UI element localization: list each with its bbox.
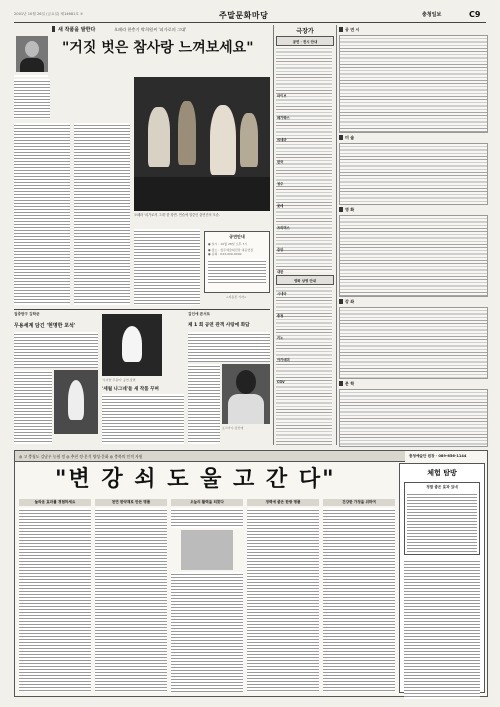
guide-tab-1: 공연 · 전시 안내 bbox=[276, 36, 334, 46]
listing-section-1: 공 연 시 bbox=[345, 27, 360, 32]
guide-labels: 라이브 메가박스 씨네마 한국 청주 롯데 프리머스 중앙 대한 시네마 충청 키노 아카데미 CGV bbox=[277, 94, 290, 384]
listing-table-4 bbox=[339, 307, 488, 379]
info-box-title: 공연안내 bbox=[229, 234, 245, 239]
listing-table-2 bbox=[339, 143, 488, 205]
square-icon bbox=[339, 135, 343, 140]
singer-photo bbox=[222, 364, 270, 424]
listing-section-3: 영 화 bbox=[345, 207, 355, 212]
ad-badge: 체험 탐방 bbox=[427, 469, 457, 477]
mid-story-1 bbox=[14, 312, 98, 444]
lead-body-column-3 bbox=[134, 229, 200, 305]
ad-columns bbox=[19, 499, 395, 691]
listing-table-3 bbox=[339, 215, 488, 297]
kicker-subtext: 오페라 한충기 박희원씨 '피가로의 그대' bbox=[114, 26, 187, 32]
performance-info-box bbox=[204, 231, 270, 293]
ad-column-2-title: 천연 한약재로 만든 명품 bbox=[95, 499, 167, 506]
listing-section-5: 문 학 bbox=[345, 381, 355, 386]
masthead-rule bbox=[14, 22, 486, 23]
author-portrait bbox=[16, 36, 48, 72]
square-icon bbox=[339, 299, 343, 304]
square-icon bbox=[339, 207, 343, 212]
photo-caption: 오페라 '피가로의 그대' 한 장면. 연습에 열중인 출연진의 모습. bbox=[134, 213, 220, 217]
ad-column-1-title: 놀라운 효과를 경험하세요 bbox=[19, 499, 91, 506]
guide-title: 극장가 bbox=[296, 28, 314, 35]
singer-caption: 포크가수 김인애 bbox=[222, 426, 244, 430]
lead-article bbox=[14, 25, 270, 305]
mid-story-1-title: 무용세계 담긴 '현명한 포석' bbox=[14, 323, 76, 329]
kicker-mark-icon bbox=[52, 26, 55, 32]
ad-side-panel bbox=[399, 463, 485, 693]
lead-kicker bbox=[14, 25, 270, 34]
ballet-photo bbox=[102, 314, 162, 376]
listing-section-2: 미 술 bbox=[345, 135, 355, 140]
opera-photo bbox=[134, 77, 270, 211]
kicker-text: 새 작품을 발한다 bbox=[58, 27, 96, 33]
info-line-3: ● 문의 : 043-000-0000 bbox=[208, 252, 242, 256]
ad-column-3-title: 오늘의 활력을 되찾다 bbox=[171, 499, 243, 506]
section-title: 주말문화마당 bbox=[219, 11, 269, 20]
issue-date: 2001년 10월 26일 (금요일) 제14681호 ⑦ bbox=[14, 12, 84, 16]
lead-body-column-2 bbox=[74, 123, 130, 305]
lead-body-column-1 bbox=[14, 123, 70, 305]
mid-story-3 bbox=[188, 312, 270, 444]
guide-tab-2: 영화 상영 안내 bbox=[276, 275, 334, 285]
square-icon bbox=[339, 27, 343, 32]
square-icon bbox=[339, 381, 343, 386]
ad-illustration bbox=[181, 530, 233, 570]
listing-table-5 bbox=[339, 389, 488, 447]
advertisement bbox=[14, 450, 488, 697]
info-line-1: ● 일시 : 10월 28일 오후 7시 bbox=[208, 242, 248, 246]
mid-story-2-title: '세월 나그네'들 새 작품 꾸며 bbox=[102, 387, 159, 392]
ad-column-5-title: 건강한 가정을 위하여 bbox=[323, 499, 395, 506]
byline: <지용진 기자> bbox=[226, 295, 247, 299]
dance-photo bbox=[54, 370, 98, 434]
mid-story-3-title: 제 1 회 공연 관객 사랑에 화답 bbox=[188, 323, 250, 328]
section-divider bbox=[14, 309, 270, 310]
theater-guide bbox=[276, 25, 334, 445]
ad-column-4-title: 정력에 좋은 한방 명품 bbox=[247, 499, 319, 506]
event-listing bbox=[339, 25, 486, 445]
listing-section-4: 강 좌 bbox=[345, 299, 355, 304]
listing-table-1 bbox=[339, 35, 488, 133]
ballet-caption: '우아한 무용미' 공연 장면 bbox=[102, 378, 136, 382]
page-number: C9 bbox=[469, 10, 481, 19]
lead-headline: "거짓 벗은 참사랑 느껴보세요" bbox=[62, 40, 254, 56]
mid-story-1-label: 집중탐구 김학준 bbox=[14, 312, 40, 316]
masthead bbox=[14, 10, 486, 22]
ad-headline: "변 강 쇠 도 울 고 간 다" bbox=[55, 466, 336, 492]
ad-badge-sub: 정말 좋은 효과 있네 bbox=[426, 485, 458, 489]
mid-story-3-label: 김인애 콘서트 bbox=[188, 312, 211, 316]
ad-contact: 충청예술단 원장 · 089-656-1144 bbox=[409, 454, 467, 458]
ad-top-strip: ◎ 고 충청도 김남우 농협 정 ◎ 추천 정·분석 양성·문화 ◎ 충북의 인적 자원 bbox=[19, 454, 143, 459]
paper-name: 충청일보 bbox=[422, 12, 442, 18]
info-line-2: ● 장소 : 청주예술의전당 대공연장 bbox=[208, 248, 254, 252]
mid-story-2 bbox=[102, 312, 184, 444]
